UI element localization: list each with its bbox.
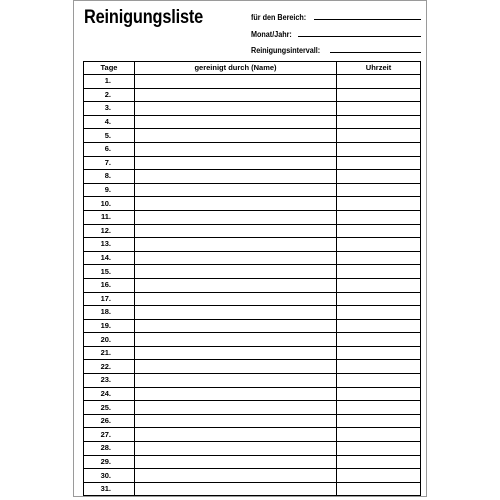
- cleaning-interval-field-label: Reinigungsintervall:: [251, 46, 321, 55]
- name-cell[interactable]: [135, 469, 337, 483]
- table-row: [84, 88, 421, 102]
- time-cell[interactable]: [337, 319, 421, 333]
- name-cell[interactable]: [135, 414, 337, 428]
- table-row: [84, 142, 421, 156]
- table-row: [84, 428, 421, 442]
- day-cell: 21.: [84, 346, 135, 360]
- day-cell: 16.: [84, 278, 135, 292]
- time-cell[interactable]: [337, 401, 421, 415]
- time-cell[interactable]: [337, 278, 421, 292]
- time-cell[interactable]: [337, 197, 421, 211]
- name-cell[interactable]: [135, 333, 337, 347]
- name-cell[interactable]: [135, 442, 337, 456]
- cleaning-log-table: [83, 61, 421, 496]
- time-cell[interactable]: [337, 333, 421, 347]
- time-cell[interactable]: [337, 442, 421, 456]
- name-cell[interactable]: [135, 319, 337, 333]
- name-cell[interactable]: [135, 387, 337, 401]
- month-year-field[interactable]: [251, 25, 421, 39]
- time-cell[interactable]: [337, 414, 421, 428]
- cleaning-interval-field[interactable]: [251, 41, 421, 55]
- table-row: [84, 224, 421, 238]
- time-cell[interactable]: [337, 170, 421, 184]
- name-cell[interactable]: [135, 129, 337, 143]
- day-cell: 29.: [84, 455, 135, 469]
- table-row: [84, 170, 421, 184]
- name-cell[interactable]: [135, 251, 337, 265]
- cleaning-log-sheet: [73, 0, 427, 497]
- day-cell: 6.: [84, 142, 135, 156]
- day-cell: 8.: [84, 170, 135, 184]
- table-row: [84, 129, 421, 143]
- table-row: [84, 306, 421, 320]
- time-cell[interactable]: [337, 238, 421, 252]
- table-row: [84, 115, 421, 129]
- name-cell[interactable]: [135, 455, 337, 469]
- name-cell[interactable]: [135, 428, 337, 442]
- day-cell: 12.: [84, 224, 135, 238]
- table-row: [84, 414, 421, 428]
- day-cell: 28.: [84, 442, 135, 456]
- time-cell[interactable]: [337, 265, 421, 279]
- day-cell: 22.: [84, 360, 135, 374]
- day-cell: 25.: [84, 401, 135, 415]
- day-cell: 10.: [84, 197, 135, 211]
- time-cell[interactable]: [337, 210, 421, 224]
- month-year-field-label: Monat/Jahr:: [251, 29, 292, 39]
- table-row: [84, 442, 421, 456]
- time-cell[interactable]: [337, 115, 421, 129]
- header-time: Uhrzeit: [337, 62, 421, 75]
- time-cell[interactable]: [337, 428, 421, 442]
- day-cell: 26.: [84, 414, 135, 428]
- document-title: Reinigungsliste: [84, 7, 204, 28]
- table-row: [84, 455, 421, 469]
- table-row: [84, 292, 421, 306]
- day-cell: 11.: [84, 210, 135, 224]
- day-cell: 24.: [84, 387, 135, 401]
- table-row: [84, 210, 421, 224]
- table-row: [84, 482, 421, 496]
- cleaning-interval-field-line[interactable]: [330, 52, 421, 53]
- name-cell[interactable]: [135, 210, 337, 224]
- name-cell[interactable]: [135, 374, 337, 388]
- time-cell[interactable]: [337, 102, 421, 116]
- table-row: [84, 387, 421, 401]
- day-cell: 31.: [84, 482, 135, 496]
- day-cell: 18.: [84, 306, 135, 320]
- month-year-field-line[interactable]: [298, 36, 421, 37]
- table-row: [84, 360, 421, 374]
- table-row: [84, 333, 421, 347]
- name-cell[interactable]: [135, 238, 337, 252]
- time-cell[interactable]: [337, 129, 421, 143]
- day-cell: 5.: [84, 129, 135, 143]
- table-row: [84, 102, 421, 116]
- table-row: [84, 156, 421, 170]
- name-cell[interactable]: [135, 346, 337, 360]
- time-cell[interactable]: [337, 251, 421, 265]
- day-cell: 1.: [84, 75, 135, 89]
- name-cell[interactable]: [135, 102, 337, 116]
- name-cell[interactable]: [135, 224, 337, 238]
- area-field-label: für den Bereich:: [251, 13, 307, 22]
- table-row: [84, 469, 421, 483]
- time-cell[interactable]: [337, 482, 421, 496]
- day-cell: 23.: [84, 374, 135, 388]
- time-cell[interactable]: [337, 156, 421, 170]
- table-row: [84, 278, 421, 292]
- name-cell[interactable]: [135, 401, 337, 415]
- name-cell[interactable]: [135, 197, 337, 211]
- time-cell[interactable]: [337, 374, 421, 388]
- name-cell[interactable]: [135, 278, 337, 292]
- time-cell[interactable]: [337, 455, 421, 469]
- table-row: [84, 75, 421, 89]
- table-row: [84, 265, 421, 279]
- day-cell: 2.: [84, 88, 135, 102]
- day-cell: 27.: [84, 428, 135, 442]
- time-cell[interactable]: [337, 387, 421, 401]
- time-cell[interactable]: [337, 360, 421, 374]
- area-field[interactable]: [251, 8, 421, 22]
- name-cell[interactable]: [135, 292, 337, 306]
- day-cell: 30.: [84, 469, 135, 483]
- name-cell[interactable]: [135, 75, 337, 89]
- name-cell[interactable]: [135, 142, 337, 156]
- day-cell: 4.: [84, 115, 135, 129]
- time-cell[interactable]: [337, 346, 421, 360]
- table-row: [84, 251, 421, 265]
- table-row: [84, 183, 421, 197]
- table-row: [84, 401, 421, 415]
- time-cell[interactable]: [337, 142, 421, 156]
- name-cell[interactable]: [135, 156, 337, 170]
- time-cell[interactable]: [337, 183, 421, 197]
- day-cell: 14.: [84, 251, 135, 265]
- time-cell[interactable]: [337, 306, 421, 320]
- day-cell: 13.: [84, 238, 135, 252]
- name-cell[interactable]: [135, 115, 337, 129]
- name-cell[interactable]: [135, 170, 337, 184]
- table-row: [84, 197, 421, 211]
- day-cell: 15.: [84, 265, 135, 279]
- day-cell: 3.: [84, 102, 135, 116]
- name-cell[interactable]: [135, 306, 337, 320]
- time-cell[interactable]: [337, 75, 421, 89]
- name-cell[interactable]: [135, 88, 337, 102]
- name-cell[interactable]: [135, 482, 337, 496]
- name-cell[interactable]: [135, 265, 337, 279]
- table-header-row: [84, 62, 421, 75]
- day-cell: 7.: [84, 156, 135, 170]
- day-cell: 9.: [84, 183, 135, 197]
- table-row: [84, 346, 421, 360]
- time-cell[interactable]: [337, 224, 421, 238]
- time-cell[interactable]: [337, 292, 421, 306]
- day-cell: 20.: [84, 333, 135, 347]
- name-cell[interactable]: [135, 183, 337, 197]
- table-row: [84, 374, 421, 388]
- header-cleaned-by: gereinigt durch (Name): [135, 62, 337, 75]
- name-cell[interactable]: [135, 360, 337, 374]
- day-cell: 17.: [84, 292, 135, 306]
- header-fields: [251, 8, 421, 58]
- table-row: [84, 238, 421, 252]
- table-row: [84, 319, 421, 333]
- time-cell[interactable]: [337, 88, 421, 102]
- day-cell: 19.: [84, 319, 135, 333]
- time-cell[interactable]: [337, 469, 421, 483]
- header-days: Tage: [84, 62, 135, 75]
- area-field-line[interactable]: [314, 19, 421, 20]
